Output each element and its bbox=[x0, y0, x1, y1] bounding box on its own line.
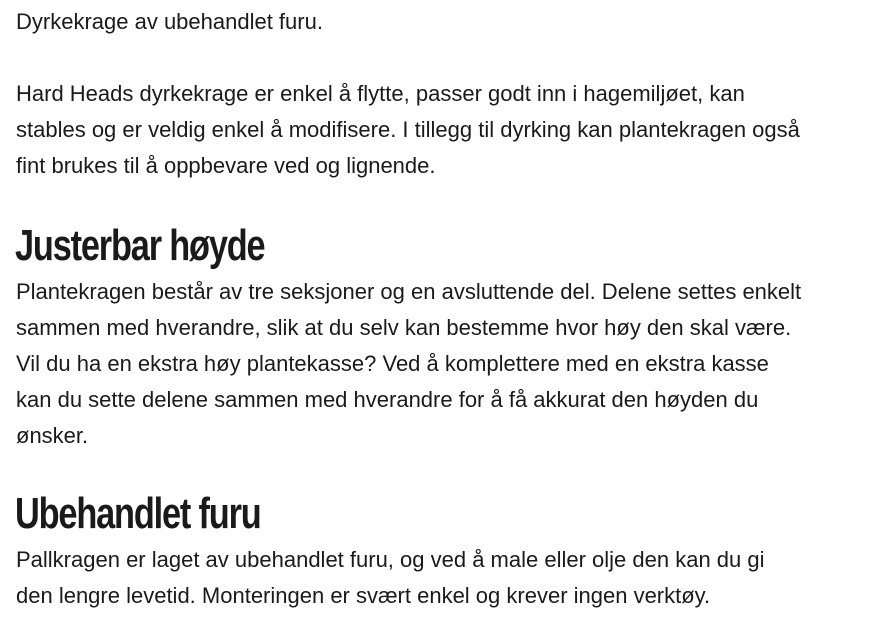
intro-lead-text: Dyrkekrage av ubehandlet furu. bbox=[16, 9, 323, 34]
intro-lead bbox=[16, 4, 323, 40]
paragraph-line: Vil du ha en ekstra høy plantekasse? Ved å komplettere med en ekstra kasse bbox=[16, 351, 769, 376]
paragraph-line: stables og er veldig enkel å modifisere. I tillegg til dyrking kan plantekragen også bbox=[16, 117, 800, 142]
paragraph-line: ønsker. bbox=[16, 423, 89, 448]
section-paragraph-untreated-pine bbox=[16, 542, 765, 614]
paragraph-line: Pallkragen er laget av ubehandlet furu, og ved å male eller olje den kan du gi bbox=[16, 547, 765, 572]
section-paragraph-adjustable-height bbox=[16, 274, 801, 454]
section-heading-untreated-pine: Ubehandlet furu bbox=[15, 489, 261, 538]
section-heading-adjustable-height: Justerbar høyde bbox=[15, 221, 265, 270]
paragraph-line: kan du sette delene sammen med hverandre for å få akkurat den høyden du bbox=[16, 387, 759, 412]
paragraph-line: Hard Heads dyrkekrage er enkel å flytte, passer godt inn i hagemiljøet, kan bbox=[16, 81, 745, 106]
paragraph-line: Plantekragen består av tre seksjoner og en avsluttende del. Delene settes enkelt bbox=[16, 279, 802, 304]
paragraph-line: sammen med hverandre, slik at du selv kan bestemme hvor høy den skal være. bbox=[16, 315, 792, 340]
intro-paragraph bbox=[16, 76, 800, 184]
paragraph-line: fint brukes til å oppbevare ved og lignende. bbox=[16, 153, 436, 178]
paragraph-line: den lengre levetid. Monteringen er svært enkel og krever ingen verktøy. bbox=[16, 583, 711, 608]
